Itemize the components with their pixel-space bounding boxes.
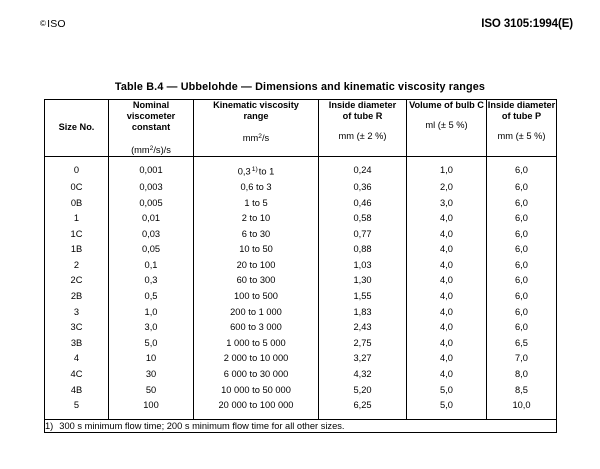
footnote-text: 300 s minimum flow time; 200 s minimum flow time for all other sizes.: [59, 420, 345, 431]
cell-kinematic-viscosity-range: 60 to 300: [194, 273, 319, 289]
cell-volume-bulb-c: 5,0: [407, 398, 487, 419]
cell-nominal-constant: 0,5: [109, 289, 194, 305]
cell-volume-bulb-c: 4,0: [407, 273, 487, 289]
cell-inside-diameter-tube-p: 6,0: [487, 156, 557, 180]
table-header-row: [45, 100, 557, 157]
cell-nominal-constant: 0,01: [109, 211, 194, 227]
footnote-marker: 1): [45, 420, 54, 431]
viscometer-dimensions-table: [44, 99, 557, 433]
cell-inside-diameter-tube-p: 6,0: [487, 320, 557, 336]
cell-inside-diameter-tube-p: 6,0: [487, 227, 557, 243]
cell-inside-diameter-tube-p: 6,0: [487, 242, 557, 258]
table-row: [45, 196, 557, 212]
cell-nominal-constant: 5,0: [109, 336, 194, 352]
cell-volume-bulb-c: 2,0: [407, 180, 487, 196]
cell-nominal-constant: 0,005: [109, 196, 194, 212]
cell-nominal-constant: 30: [109, 367, 194, 383]
standard-reference: ISO 3105:1994(E): [481, 18, 573, 30]
cell-size-no: 0C: [45, 180, 109, 196]
cell-volume-bulb-c: 4,0: [407, 351, 487, 367]
footnote-reference: 1): [251, 165, 258, 173]
cell-size-no: 4C: [45, 367, 109, 383]
table-row: [45, 336, 557, 352]
cell-kinematic-viscosity-range: 20 to 100: [194, 258, 319, 274]
table-row: [45, 180, 557, 196]
cell-inside-diameter-tube-r: 1,30: [319, 273, 407, 289]
cell-inside-diameter-tube-r: 0,36: [319, 180, 407, 196]
cell-inside-diameter-tube-r: 0,77: [319, 227, 407, 243]
table-row: [45, 211, 557, 227]
cell-volume-bulb-c: 4,0: [407, 211, 487, 227]
unit-exponent: 2: [258, 133, 262, 141]
cell-nominal-constant: 10: [109, 351, 194, 367]
table-row: [45, 320, 557, 336]
cell-nominal-constant: 0,3: [109, 273, 194, 289]
page-header: [0, 18, 600, 36]
column-header-size-no-label: Size No.: [58, 122, 95, 133]
cell-inside-diameter-tube-r: 3,27: [319, 351, 407, 367]
unit-prefix: (mm: [131, 144, 150, 155]
table-body: [45, 156, 557, 419]
cell-size-no: 3C: [45, 320, 109, 336]
footnote-cell: [45, 419, 557, 432]
table-row: [45, 258, 557, 274]
cell-kinematic-viscosity-range: 1 to 5: [194, 196, 319, 212]
cell-size-no: 2C: [45, 273, 109, 289]
cell-inside-diameter-tube-p: 6,0: [487, 196, 557, 212]
cell-size-no: 3B: [45, 336, 109, 352]
column-header-nominal-constant-unit: [109, 143, 193, 156]
table-row: [45, 242, 557, 258]
table-row: [45, 305, 557, 321]
column-header-inside-diameter-tube-r-unit: mm (± 2 %): [338, 131, 387, 142]
cell-kinematic-viscosity-range: 10 to 50: [194, 242, 319, 258]
cell-volume-bulb-c: 4,0: [407, 227, 487, 243]
cell-volume-bulb-c: 4,0: [407, 242, 487, 258]
cell-kinematic-viscosity-range: 200 to 1 000: [194, 305, 319, 321]
cell-inside-diameter-tube-p: 6,5: [487, 336, 557, 352]
cell-volume-bulb-c: 4,0: [407, 367, 487, 383]
column-header-kinematic-viscosity-range-label: Kinematic viscosity range: [213, 100, 299, 122]
cell-size-no: 0: [45, 156, 109, 180]
cell-volume-bulb-c: 4,0: [407, 320, 487, 336]
cell-size-no: 0B: [45, 196, 109, 212]
unit-exponent: 2: [149, 144, 154, 152]
table-row: [45, 227, 557, 243]
cell-size-no: 4: [45, 351, 109, 367]
column-header-kinematic-viscosity-range-unit: [194, 131, 318, 144]
cell-kinematic-viscosity-range: 6 000 to 30 000: [194, 367, 319, 383]
cell-inside-diameter-tube-p: 10,0: [487, 398, 557, 419]
cell-nominal-constant: 1,0: [109, 305, 194, 321]
cell-nominal-constant: 100: [109, 398, 194, 419]
cell-volume-bulb-c: 4,0: [407, 305, 487, 321]
cell-kinematic-viscosity-range: 10 000 to 50 000: [194, 383, 319, 399]
cell-inside-diameter-tube-p: 6,0: [487, 180, 557, 196]
cell-kinematic-viscosity-range: 600 to 3 000: [194, 320, 319, 336]
cell-inside-diameter-tube-p: 6,0: [487, 305, 557, 321]
column-header-inside-diameter-tube-p-label: Inside diameter of tube P: [487, 100, 556, 122]
table-container: [44, 99, 556, 433]
table-row: [45, 289, 557, 305]
cell-volume-bulb-c: 4,0: [407, 289, 487, 305]
cell-nominal-constant: 0,05: [109, 242, 194, 258]
iso-label: ISO: [47, 18, 66, 30]
cell-size-no: 1B: [45, 242, 109, 258]
table-row: [45, 156, 557, 180]
cell-kinematic-viscosity-range: 1 000 to 5 000: [194, 336, 319, 352]
cell-inside-diameter-tube-p: 7,0: [487, 351, 557, 367]
unit-prefix: mm: [242, 133, 259, 144]
cell-kinematic-viscosity-range: 20 000 to 100 000: [194, 398, 319, 419]
column-header-volume-bulb-c: [407, 100, 487, 157]
cell-kinematic-viscosity-range: 2 000 to 10 000: [194, 351, 319, 367]
cell-size-no: 1C: [45, 227, 109, 243]
table-row: [45, 383, 557, 399]
cell-inside-diameter-tube-r: 1,55: [319, 289, 407, 305]
cell-inside-diameter-tube-r: 2,75: [319, 336, 407, 352]
table-footnote: [45, 419, 557, 432]
cell-inside-diameter-tube-r: 5,20: [319, 383, 407, 399]
cell-nominal-constant: 0,1: [109, 258, 194, 274]
cell-size-no: 5: [45, 398, 109, 419]
cell-volume-bulb-c: 5,0: [407, 383, 487, 399]
cell-size-no: 3: [45, 305, 109, 321]
column-header-nominal-constant-label: Nominal viscometer constant: [126, 100, 176, 133]
unit-suffix: /s)/s: [153, 144, 171, 155]
cell-volume-bulb-c: 4,0: [407, 336, 487, 352]
cell-kinematic-viscosity-range: 100 to 500: [194, 289, 319, 305]
cell-inside-diameter-tube-r: 4,32: [319, 367, 407, 383]
column-header-volume-bulb-c-unit: ml (± 5 %): [425, 120, 468, 131]
cell-inside-diameter-tube-p: 6,0: [487, 273, 557, 289]
cell-inside-diameter-tube-r: 2,43: [319, 320, 407, 336]
table-row: [45, 351, 557, 367]
cell-kinematic-viscosity-range: [194, 156, 319, 180]
range-upper: to 1: [258, 166, 275, 177]
unit-suffix: /s: [261, 133, 270, 144]
cell-nominal-constant: 3,0: [109, 320, 194, 336]
cell-volume-bulb-c: 1,0: [407, 156, 487, 180]
cell-kinematic-viscosity-range: 0,6 to 3: [194, 180, 319, 196]
column-header-inside-diameter-tube-r: [319, 100, 407, 157]
cell-inside-diameter-tube-p: 8,5: [487, 383, 557, 399]
iso-copyright-mark: [40, 18, 66, 30]
cell-inside-diameter-tube-r: 0,24: [319, 156, 407, 180]
cell-nominal-constant: 0,003: [109, 180, 194, 196]
cell-inside-diameter-tube-r: 1,03: [319, 258, 407, 274]
cell-kinematic-viscosity-range: 6 to 30: [194, 227, 319, 243]
cell-inside-diameter-tube-p: 6,0: [487, 289, 557, 305]
table-header: [45, 100, 557, 157]
cell-inside-diameter-tube-r: 1,83: [319, 305, 407, 321]
table-row: [45, 398, 557, 419]
column-header-size-no: [45, 100, 109, 157]
copyright-icon: ©: [40, 19, 47, 28]
cell-inside-diameter-tube-r: 0,88: [319, 242, 407, 258]
cell-inside-diameter-tube-p: 8,0: [487, 367, 557, 383]
column-header-inside-diameter-tube-r-label: Inside diameter of tube R: [328, 100, 397, 122]
cell-nominal-constant: 0,001: [109, 156, 194, 180]
column-header-volume-bulb-c-label: Volume of bulb C: [409, 100, 484, 110]
table-caption: Table B.4 — Ubbelohde — Dimensions and kinematic viscosity ranges: [114, 81, 486, 93]
cell-nominal-constant: 50: [109, 383, 194, 399]
cell-kinematic-viscosity-range: 2 to 10: [194, 211, 319, 227]
cell-inside-diameter-tube-r: 6,25: [319, 398, 407, 419]
cell-size-no: 2: [45, 258, 109, 274]
cell-size-no: 2B: [45, 289, 109, 305]
table-footnote-row: [45, 419, 557, 432]
cell-inside-diameter-tube-p: 6,0: [487, 258, 557, 274]
column-header-kinematic-viscosity-range: [194, 100, 319, 157]
cell-nominal-constant: 0,03: [109, 227, 194, 243]
cell-inside-diameter-tube-r: 0,58: [319, 211, 407, 227]
table-row: [45, 273, 557, 289]
table-row: [45, 367, 557, 383]
cell-volume-bulb-c: 4,0: [407, 258, 487, 274]
range-lower: 0,3: [237, 166, 251, 177]
cell-size-no: 1: [45, 211, 109, 227]
cell-size-no: 4B: [45, 383, 109, 399]
column-header-inside-diameter-tube-p: [487, 100, 557, 157]
cell-inside-diameter-tube-r: 0,46: [319, 196, 407, 212]
column-header-inside-diameter-tube-p-unit: mm (± 5 %): [497, 131, 546, 142]
column-header-nominal-constant: [109, 100, 194, 157]
cell-volume-bulb-c: 3,0: [407, 196, 487, 212]
cell-inside-diameter-tube-p: 6,0: [487, 211, 557, 227]
